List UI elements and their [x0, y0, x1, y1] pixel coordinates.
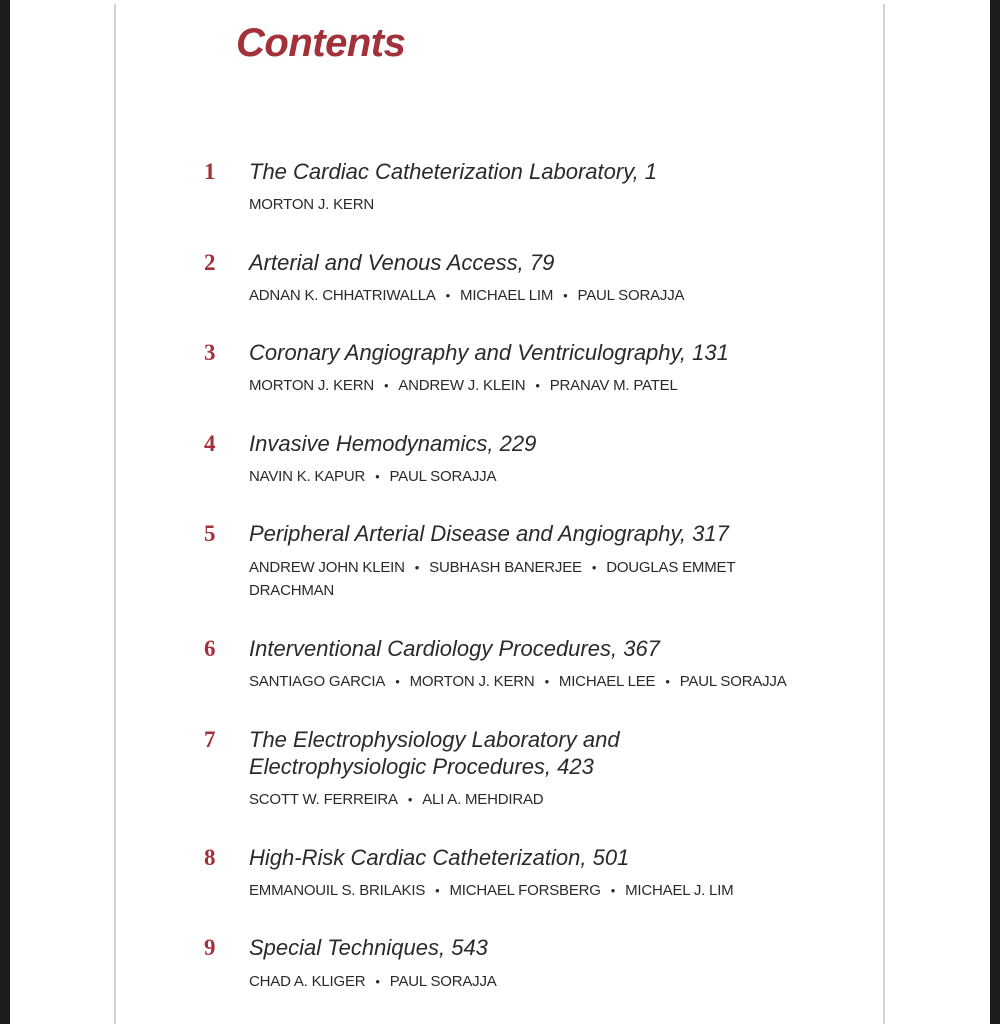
chapter-title[interactable]: Special Techniques, 543 — [249, 935, 488, 960]
author: SUBHASH BANERJEE — [429, 559, 582, 576]
chapter-number: 4 — [204, 431, 216, 456]
chapter-title[interactable]: Peripheral Arterial Disease and Angiography, 317 — [249, 521, 729, 546]
viewer-edge-left — [0, 0, 10, 1024]
author: ANDREW JOHN KLEIN — [249, 559, 405, 576]
bullet-separator: • — [535, 378, 540, 393]
bullet-separator: • — [563, 288, 568, 303]
author: MICHAEL FORSBERG — [449, 882, 601, 899]
author: PAUL SORAJJA — [389, 468, 497, 485]
chapter-number: 3 — [204, 340, 216, 365]
chapter-number: 7 — [204, 727, 216, 752]
chapter-number: 1 — [204, 159, 216, 184]
author: ALI A. MEHDIRAD — [422, 791, 544, 808]
chapter-title[interactable]: Invasive Hemodynamics, 229 — [249, 431, 537, 456]
page-title: Contents — [236, 21, 406, 65]
chapter-title[interactable]: Arterial and Venous Access, 79 — [249, 250, 555, 275]
bullet-separator: • — [375, 469, 380, 484]
author: MICHAEL LEE — [558, 673, 656, 690]
bullet-separator: • — [544, 674, 549, 689]
author: PRANAV M. PATEL — [549, 377, 678, 394]
chapter-title[interactable]: The Electrophysiology Laboratory and Electrophysiologic Procedures, 423 — [249, 727, 620, 779]
chapter-authors — [249, 670, 829, 693]
author: SCOTT W. FERREIRA — [249, 791, 398, 808]
bullet-separator: • — [591, 560, 597, 575]
bullet-separator: • — [407, 792, 413, 807]
chapter-number: 8 — [204, 845, 216, 870]
bullet-separator: • — [610, 883, 616, 898]
bullet-separator: • — [435, 883, 440, 898]
bullet-separator: • — [384, 378, 389, 393]
chapter-authors — [249, 374, 829, 397]
author: PAUL SORAJJA — [389, 973, 497, 990]
author: ANDREW J. KLEIN — [398, 377, 526, 394]
chapter-title[interactable]: Coronary Angiography and Ventriculography, 131 — [249, 340, 729, 365]
viewer-edge-right — [990, 0, 1000, 1024]
chapter-authors — [249, 465, 829, 488]
author: SANTIAGO GARCIA — [249, 673, 386, 690]
chapter-authors — [249, 193, 829, 216]
chapter-authors — [249, 879, 829, 902]
chapter-number: 6 — [204, 636, 216, 661]
author: MORTON J. KERN — [409, 673, 535, 690]
author: MICHAEL J. LIM — [625, 882, 734, 899]
bullet-separator: • — [414, 560, 420, 575]
author: PAUL SORAJJA — [577, 287, 685, 304]
chapter-authors — [249, 970, 829, 993]
bullet-separator: • — [375, 974, 380, 989]
author: MICHAEL LIM — [460, 287, 554, 304]
bullet-separator: • — [395, 674, 400, 689]
chapter-authors — [249, 788, 829, 811]
author: PAUL SORAJJA — [679, 673, 787, 690]
author: ADNAN K. CHHATRIWALLA — [249, 287, 436, 304]
chapter-number: 5 — [204, 521, 216, 546]
document-page[interactable] — [114, 4, 885, 1024]
chapter-number: 2 — [204, 250, 216, 275]
bullet-separator: • — [665, 674, 670, 689]
chapter-title[interactable]: Interventional Cardiology Procedures, 367 — [249, 636, 660, 661]
chapter-authors — [249, 284, 829, 307]
bullet-separator: • — [445, 288, 451, 303]
author: CHAD A. KLIGER — [249, 973, 366, 990]
chapter-title[interactable]: High-Risk Cardiac Catheterization, 501 — [249, 845, 630, 870]
author: MORTON J. KERN — [249, 377, 374, 394]
author: EMMANOUIL S. BRILAKIS — [249, 882, 426, 899]
author: DOUGLAS EMMET DRACHMAN — [249, 559, 736, 599]
chapter-number: 9 — [204, 935, 216, 960]
author: NAVIN K. KAPUR — [249, 468, 366, 485]
author: MORTON J. KERN — [249, 196, 374, 213]
chapter-title[interactable]: The Cardiac Catheterization Laboratory, 1 — [249, 159, 658, 184]
chapter-authors — [249, 556, 794, 602]
